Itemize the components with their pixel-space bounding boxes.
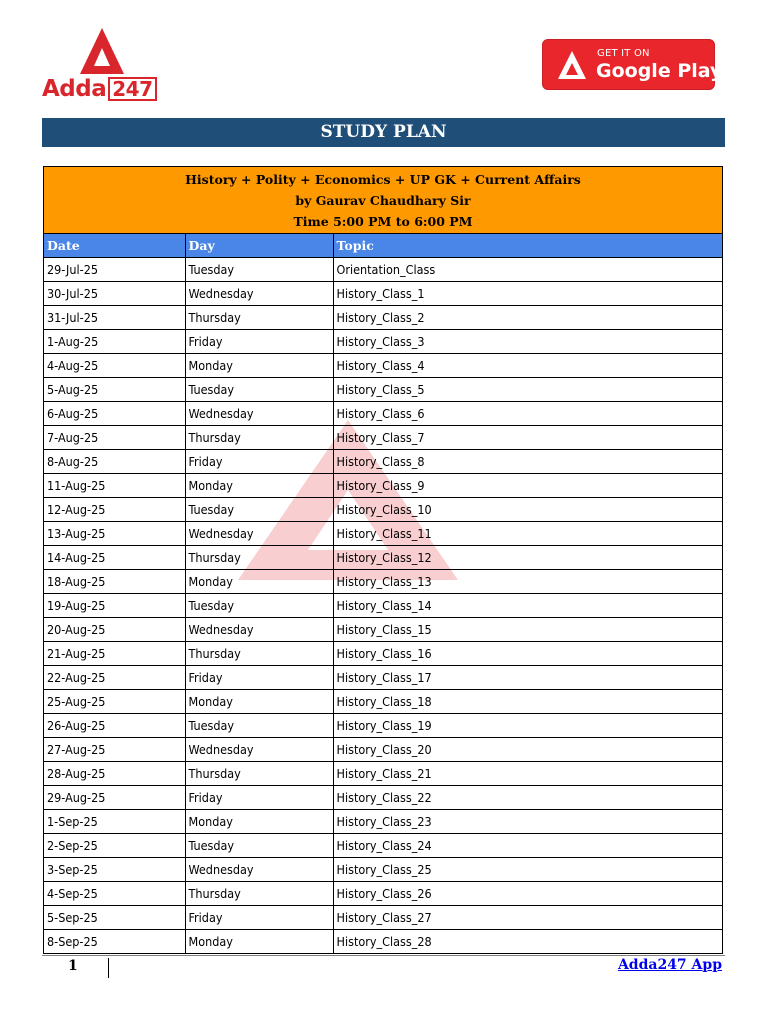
topic-cell: History_Class_13: [333, 570, 722, 594]
topic-cell: History_Class_20: [333, 738, 722, 762]
day-cell: Tuesday: [185, 714, 333, 738]
date-cell: 1-Sep-25: [44, 810, 185, 834]
day-cell: Tuesday: [185, 594, 333, 618]
date-cell: 29-Jul-25: [44, 258, 185, 282]
date-cell: 8-Sep-25: [44, 930, 185, 954]
day-cell: Tuesday: [185, 258, 333, 282]
schedule-header: [44, 167, 722, 234]
day-cell: Wednesday: [185, 618, 333, 642]
topic-cell: History_Class_8: [333, 450, 722, 474]
page-number: 1: [68, 958, 78, 974]
date-cell: 1-Aug-25: [44, 330, 185, 354]
study-plan-table: [43, 166, 723, 954]
day-cell: Monday: [185, 690, 333, 714]
topic-cell: History_Class_26: [333, 882, 722, 906]
table-row: [44, 906, 722, 930]
topic-cell: History_Class_1: [333, 282, 722, 306]
date-cell: 21-Aug-25: [44, 642, 185, 666]
day-cell: Thursday: [185, 426, 333, 450]
table-row: [44, 498, 722, 522]
footer-divider: [42, 955, 725, 956]
topic-cell: History_Class_10: [333, 498, 722, 522]
table-row: [44, 834, 722, 858]
day-cell: Monday: [185, 354, 333, 378]
topic-cell: History_Class_5: [333, 378, 722, 402]
date-cell: 3-Sep-25: [44, 858, 185, 882]
date-cell: 7-Aug-25: [44, 426, 185, 450]
date-cell: 13-Aug-25: [44, 522, 185, 546]
badge-small-text: GET IT ON: [597, 48, 650, 59]
day-cell: Wednesday: [185, 858, 333, 882]
topic-cell: History_Class_28: [333, 930, 722, 954]
column-header-date: Date: [44, 234, 185, 258]
date-cell: 4-Aug-25: [44, 354, 185, 378]
topic-cell: History_Class_19: [333, 714, 722, 738]
table-row: [44, 330, 722, 354]
date-cell: 27-Aug-25: [44, 738, 185, 762]
topic-cell: History_Class_24: [333, 834, 722, 858]
table-row: [44, 618, 722, 642]
topic-cell: History_Class_16: [333, 642, 722, 666]
table-row: [44, 714, 722, 738]
day-cell: Monday: [185, 930, 333, 954]
day-cell: Thursday: [185, 882, 333, 906]
time-line: Time 5:00 PM to 6:00 PM: [293, 214, 473, 229]
day-cell: Wednesday: [185, 522, 333, 546]
day-cell: Monday: [185, 474, 333, 498]
day-cell: Friday: [185, 666, 333, 690]
table-row: [44, 474, 722, 498]
footer-separator: [108, 958, 109, 978]
badge-big-text: Google Play: [596, 60, 723, 82]
schedule-table: [44, 234, 722, 953]
column-header-day: Day: [185, 234, 333, 258]
table-row: [44, 690, 722, 714]
adda-triangle-logo-icon: [42, 26, 162, 80]
topic-cell: History_Class_27: [333, 906, 722, 930]
topic-cell: History_Class_4: [333, 354, 722, 378]
topic-cell: History_Class_22: [333, 786, 722, 810]
topic-cell: History_Class_2: [333, 306, 722, 330]
topic-cell: History_Class_21: [333, 762, 722, 786]
table-row: [44, 258, 722, 282]
column-header-topic: Topic: [333, 234, 722, 258]
day-cell: Monday: [185, 570, 333, 594]
date-cell: 2-Sep-25: [44, 834, 185, 858]
topic-cell: History_Class_6: [333, 402, 722, 426]
date-cell: 8-Aug-25: [44, 450, 185, 474]
date-cell: 5-Aug-25: [44, 378, 185, 402]
day-cell: Thursday: [185, 762, 333, 786]
topic-cell: History_Class_23: [333, 810, 722, 834]
adda247-logo: [42, 26, 162, 104]
day-cell: Monday: [185, 810, 333, 834]
topic-cell: History_Class_11: [333, 522, 722, 546]
date-cell: 20-Aug-25: [44, 618, 185, 642]
topic-cell: Orientation_Class: [333, 258, 722, 282]
topic-cell: History_Class_9: [333, 474, 722, 498]
topic-cell: History_Class_3: [333, 330, 722, 354]
column-header-row: [44, 234, 722, 258]
date-cell: 12-Aug-25: [44, 498, 185, 522]
day-cell: Wednesday: [185, 282, 333, 306]
date-cell: 6-Aug-25: [44, 402, 185, 426]
date-cell: 14-Aug-25: [44, 546, 185, 570]
table-row: [44, 282, 722, 306]
topic-cell: History_Class_15: [333, 618, 722, 642]
date-cell: 19-Aug-25: [44, 594, 185, 618]
adda247-app-link[interactable]: Adda247 App: [617, 957, 722, 973]
day-cell: Tuesday: [185, 378, 333, 402]
date-cell: 28-Aug-25: [44, 762, 185, 786]
date-cell: 4-Sep-25: [44, 882, 185, 906]
table-row: [44, 738, 722, 762]
table-row: [44, 354, 722, 378]
teacher-line: by Gaurav Chaudhary Sir: [295, 193, 471, 208]
day-cell: Friday: [185, 330, 333, 354]
day-cell: Thursday: [185, 306, 333, 330]
topic-cell: History_Class_12: [333, 546, 722, 570]
play-store-icon: [557, 50, 587, 80]
topic-cell: History_Class_25: [333, 858, 722, 882]
table-row: [44, 450, 722, 474]
google-play-badge[interactable]: [542, 39, 723, 90]
table-row: [44, 786, 722, 810]
table-row: [44, 762, 722, 786]
table-row: [44, 882, 722, 906]
table-row: [44, 306, 722, 330]
topic-cell: History_Class_14: [333, 594, 722, 618]
table-row: [44, 858, 722, 882]
logo-text: Adda 247: [42, 76, 162, 102]
table-row: [44, 426, 722, 450]
date-cell: 26-Aug-25: [44, 714, 185, 738]
table-row: [44, 810, 722, 834]
page-title: STUDY PLAN: [42, 118, 725, 147]
table-row: [44, 570, 722, 594]
day-cell: Thursday: [185, 546, 333, 570]
topic-cell: History_Class_18: [333, 690, 722, 714]
subjects-line: History + Polity + Economics + UP GK + Current Affairs: [185, 172, 581, 187]
table-row: [44, 642, 722, 666]
table-row: [44, 402, 722, 426]
date-cell: 31-Jul-25: [44, 306, 185, 330]
table-row: [44, 666, 722, 690]
day-cell: Wednesday: [185, 402, 333, 426]
date-cell: 5-Sep-25: [44, 906, 185, 930]
table-row: [44, 594, 722, 618]
table-row: [44, 378, 722, 402]
date-cell: 22-Aug-25: [44, 666, 185, 690]
day-cell: Thursday: [185, 642, 333, 666]
day-cell: Friday: [185, 786, 333, 810]
topic-cell: History_Class_17: [333, 666, 722, 690]
date-cell: 30-Jul-25: [44, 282, 185, 306]
day-cell: Tuesday: [185, 498, 333, 522]
date-cell: 11-Aug-25: [44, 474, 185, 498]
date-cell: 25-Aug-25: [44, 690, 185, 714]
date-cell: 18-Aug-25: [44, 570, 185, 594]
topic-cell: History_Class_7: [333, 426, 722, 450]
day-cell: Friday: [185, 450, 333, 474]
day-cell: Friday: [185, 906, 333, 930]
day-cell: Tuesday: [185, 834, 333, 858]
day-cell: Wednesday: [185, 738, 333, 762]
table-row: [44, 930, 722, 954]
table-row: [44, 522, 722, 546]
date-cell: 29-Aug-25: [44, 786, 185, 810]
table-row: [44, 546, 722, 570]
